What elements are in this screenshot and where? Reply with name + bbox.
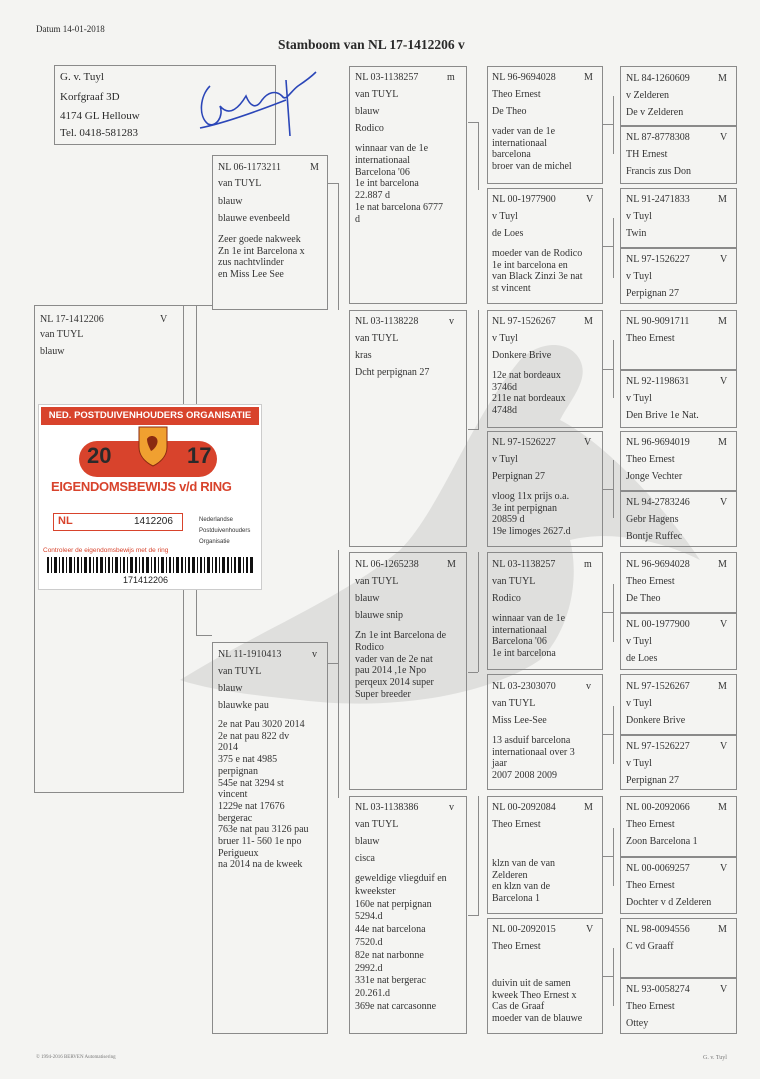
gen5-sex: M <box>718 924 727 935</box>
owner-name: G. v. Tuyl <box>60 71 104 83</box>
card-year-right: 17 <box>187 443 212 468</box>
ggp-notes: vloog 11x prijs o.a. 3e int perpignan 20859 d 19e limoges 2627.d <box>492 491 571 537</box>
grandparent-ring: NL 06-1265238 <box>355 559 419 570</box>
grandparent-name: Dcht perpignan 27 <box>355 367 430 378</box>
gen5-ring: NL 93-0058274 <box>626 984 690 995</box>
mother-notes: 2e nat Pau 3020 2014 2e nat pau 822 dv 2014 375 e nat 4985 perpignan 545e nat 3294 st vincent 1229e nat 17676 bergerac 763e nat pau 3126 pau bruer 11- 560 1e npo Perigueux na 2014 na de kweek <box>218 719 309 871</box>
ggp-ring: NL 00-2092015 <box>492 924 556 935</box>
grandparent-owner: van TUYL <box>355 576 399 587</box>
grandparent-owner: van TUYL <box>355 819 399 830</box>
ggp-notes: winnaar van de 1e internationaal Barcelona '06 1e int barcelona <box>492 613 566 659</box>
ggp-line3: de Loes <box>492 228 524 239</box>
page-title: Stamboom van NL 17-1412206 v <box>278 37 465 52</box>
grandparent-owner: van TUYL <box>355 333 399 344</box>
card-org: NED. POSTDUIVENHOUDERS ORGANISATIE <box>41 407 259 425</box>
ggp-line2: v Tuyl <box>492 211 518 222</box>
gen5-line2: Theo Ernest <box>626 1001 675 1012</box>
gen5-ring: NL 98-0094556 <box>626 924 690 935</box>
gen5-sex: M <box>718 437 727 448</box>
ggp-line3: Miss Lee-See <box>492 715 547 726</box>
gen5-line2: Theo Ernest <box>626 819 675 830</box>
gen5-ring: NL 96-9694019 <box>626 437 690 448</box>
subject-color: blauw <box>40 346 65 357</box>
gen5-line3: Den Brive 1e Nat. <box>626 410 699 421</box>
gen5-line3: Zoon Barcelona 1 <box>626 836 698 847</box>
gen5-sex: V <box>720 376 728 387</box>
ggp-notes: duivin uit de samen kweek Theo Ernest x Cas de Graaf moeder van de blauwe <box>492 978 583 1024</box>
father-ring: NL 06-1173211 <box>218 162 282 173</box>
gen5-line3: Ottey <box>626 1018 649 1029</box>
card-year-left: 20 <box>87 443 112 468</box>
ggp-line2: v Tuyl <box>492 454 518 465</box>
gen5-ring: NL 91-2471833 <box>626 194 690 205</box>
ggp-line2: Theo Ernest <box>492 89 541 100</box>
gen5-line2: v Tuyl <box>626 758 652 769</box>
grandparent-color: blauw <box>355 106 380 117</box>
grandparent-color: kras <box>355 350 372 361</box>
father-name: blauwe evenbeeld <box>218 213 290 224</box>
gen5-ring: NL 97-1526227 <box>626 254 690 265</box>
gen5-ring: NL 92-1198631 <box>626 376 690 387</box>
barcode-image <box>47 557 253 573</box>
gen5-sex: M <box>718 316 727 327</box>
gen5-sex: V <box>720 863 728 874</box>
ggp-sex: V <box>584 437 592 448</box>
ggp-line2: Theo Ernest <box>492 819 541 830</box>
gen5-line3: Bontje Ruffec <box>626 531 683 542</box>
ggp-sex: V <box>586 924 594 935</box>
gen5-line2: Theo Ernest <box>626 576 675 587</box>
gen5-ring: NL 97-1526267 <box>626 681 690 692</box>
card-barcode-number: 171412206 <box>123 575 169 585</box>
gen5-sex: M <box>718 559 727 570</box>
ggp-notes: 12e nat bordeaux 3746d 211e nat bordeaux 4748d <box>492 370 566 416</box>
owner-city: 4174 GL Hellouw <box>60 110 140 122</box>
gen5-sex: V <box>720 741 728 752</box>
gen5-line2: v Tuyl <box>626 211 652 222</box>
gen5-line3: de Loes <box>626 653 658 664</box>
lion-crest-icon <box>135 425 171 467</box>
grandparent-notes: winnaar van de 1e internationaal Barcelona '06 1e int barcelona 22.887 d 1e nat barcelona 6777 d <box>355 143 444 225</box>
ggp-notes: 13 asduif barcelona internationaal over 3 jaar 2007 2008 2009 <box>492 735 575 781</box>
gen5-line3: Donkere Brive <box>626 715 686 726</box>
subject-owner: van TUYL <box>40 329 84 340</box>
ggp-line3: De Theo <box>492 106 527 117</box>
grandparent-owner: van TUYL <box>355 89 399 100</box>
ggp-line2: van TUYL <box>492 576 536 587</box>
card-title: EIGENDOMSBEWIJS v/d RING <box>51 479 232 494</box>
date-label: Datum 14-01-2018 <box>36 24 105 34</box>
gen5-line2: C vd Graaff <box>626 941 674 952</box>
gen5-sex: M <box>718 681 727 692</box>
gen5-sex: M <box>718 802 727 813</box>
subject-sex: V <box>160 314 168 325</box>
footer-copyright: © 1994-2016 BERVEN Automatisering <box>36 1055 116 1060</box>
ggp-ring: NL 03-2303070 <box>492 681 556 692</box>
ggp-ring: NL 00-2092084 <box>492 802 556 813</box>
grandparent-sex: v <box>449 802 454 813</box>
ggp-ring: NL 97-1526267 <box>492 316 556 327</box>
ggp-line2: van TUYL <box>492 698 536 709</box>
gen5-sex: V <box>720 619 728 630</box>
gen5-line3: De Theo <box>626 593 661 604</box>
grandparent-ring: NL 03-1138228 <box>355 316 419 327</box>
grandparent-name: blauwe snip <box>355 610 404 621</box>
grandparent-name: Rodico <box>355 123 384 134</box>
owner-street: Korfgraaf 3D <box>60 91 120 103</box>
gen5-ring: NL 84-1260609 <box>626 73 690 84</box>
father-sex: M <box>310 162 319 173</box>
gen5-sex: V <box>720 254 728 265</box>
gen5-sex: M <box>718 73 727 84</box>
card-ring-number: 1412206 <box>134 516 173 527</box>
grandparent-ring: NL 03-1138257 <box>355 72 419 83</box>
father-color: blauw <box>218 196 243 207</box>
gen5-line2: Theo Ernest <box>626 454 675 465</box>
grandparent-color: blauw <box>355 593 380 604</box>
gen5-line3: De v Zelderen <box>626 107 684 118</box>
ggp-line3: Rodico <box>492 593 521 604</box>
father-owner: van TUYL <box>218 178 262 189</box>
ggp-notes: klzn van de van Zelderen en klzn van de Barcelona 1 <box>492 858 556 904</box>
ggp-line3: Donkere Brive <box>492 350 552 361</box>
gen5-ring: NL 00-1977900 <box>626 619 690 630</box>
ggp-sex: M <box>584 316 593 327</box>
ggp-sex: M <box>584 72 593 83</box>
ggp-notes: vader van de 1e internationaal barcelona broer van de michel <box>492 126 572 172</box>
grandparent-sex: M <box>447 559 456 570</box>
gen5-sex: V <box>720 497 728 508</box>
grandparent-box <box>349 310 467 547</box>
ggp-line2: Theo Ernest <box>492 941 541 952</box>
card-note: Controleer de eigendomsbewijs met de ring <box>43 547 169 554</box>
ggp-ring: NL 00-1977900 <box>492 194 556 205</box>
ggp-line2: v Tuyl <box>492 333 518 344</box>
grandparent-color: blauw <box>355 836 380 847</box>
card-npo-text: Nederlandse Postduivenhouders Organisatie <box>199 517 251 545</box>
mother-name: blauwke pau <box>218 700 269 711</box>
gen5-ring: NL 00-0069257 <box>626 863 690 874</box>
gen5-line2: Gebr Hagens <box>626 514 679 525</box>
gen5-ring: NL 90-9091711 <box>626 316 690 327</box>
ggp-ring: NL 96-9694028 <box>492 72 556 83</box>
card-ring-box <box>53 513 183 531</box>
grandparent-notes: geweldige vliegduif en kweekster 160e nat perpignan 5294.d 44e nat barcelona 7520.d 82e nat narbonne 2992.d 331e nat bergerac 20.261.d 369e nat carcasonne <box>355 873 447 1012</box>
gen5-line2: v Tuyl <box>626 393 652 404</box>
father-notes: Zeer goede nakweek Zn 1e int Barcelona x zus nachtvlinder en Miss Lee See <box>218 234 305 280</box>
gen5-line3: Perpignan 27 <box>626 288 680 299</box>
gen5-ring: NL 00-2092066 <box>626 802 690 813</box>
gen5-line3: Jonge Vechter <box>626 471 683 482</box>
ggp-line3: Perpignan 27 <box>492 471 546 482</box>
gen5-ring: NL 97-1526227 <box>626 741 690 752</box>
card-country: NL <box>58 515 73 527</box>
gen5-line2: Theo Ernest <box>626 880 675 891</box>
gen5-sex: V <box>720 132 728 143</box>
subject-ring: NL 17-1412206 <box>40 314 104 325</box>
ggp-sex: V <box>586 194 594 205</box>
mother-color: blauw <box>218 683 243 694</box>
gen5-line3: Francis zus Don <box>626 166 691 177</box>
gen5-line3: Dochter v d Zelderen <box>626 897 712 908</box>
owner-phone: Tel. 0418-581283 <box>60 127 139 139</box>
gen5-line3: Twin <box>626 228 647 239</box>
gen5-line2: Theo Ernest <box>626 333 675 344</box>
grandparent-sex: m <box>447 72 455 83</box>
mother-owner: van TUYL <box>218 666 262 677</box>
gen5-line2: TH Ernest <box>626 149 668 160</box>
grandparent-sex: v <box>449 316 454 327</box>
ownership-card <box>38 404 262 590</box>
gen5-line2: v Tuyl <box>626 271 652 282</box>
footer-owner: G. v. Tuyl <box>703 1055 727 1061</box>
grandparent-name: cisca <box>355 853 375 864</box>
mother-ring: NL 11-1910413 <box>218 649 282 660</box>
gen5-line2: v Zelderen <box>626 90 670 101</box>
ggp-notes: moeder van de Rodico 1e int barcelona en van Black Zinzi 3e nat st vincent <box>492 248 583 294</box>
gen5-ring: NL 87-8778308 <box>626 132 690 143</box>
ggp-ring: NL 03-1138257 <box>492 559 556 570</box>
gen5-ring: NL 96-9694028 <box>626 559 690 570</box>
ggp-sex: m <box>584 559 592 570</box>
gen5-sex: M <box>718 194 727 205</box>
grandparent-ring: NL 03-1138386 <box>355 802 419 813</box>
gen5-ring: NL 94-2783246 <box>626 497 690 508</box>
mother-sex: v <box>312 649 317 660</box>
grandparent-notes: Zn 1e int Barcelona de Rodico vader van de 2e nat pau 2014 ,1e Npo perqeux 2014 super Super breeder <box>355 630 447 700</box>
gen5-line2: v Tuyl <box>626 636 652 647</box>
gen5-line2: v Tuyl <box>626 698 652 709</box>
ggp-sex: v <box>586 681 591 692</box>
gen5-line3: Perpignan 27 <box>626 775 680 786</box>
ggp-sex: M <box>584 802 593 813</box>
ggp-ring: NL 97-1526227 <box>492 437 556 448</box>
signature-image <box>190 66 320 146</box>
gen5-sex: V <box>720 984 728 995</box>
